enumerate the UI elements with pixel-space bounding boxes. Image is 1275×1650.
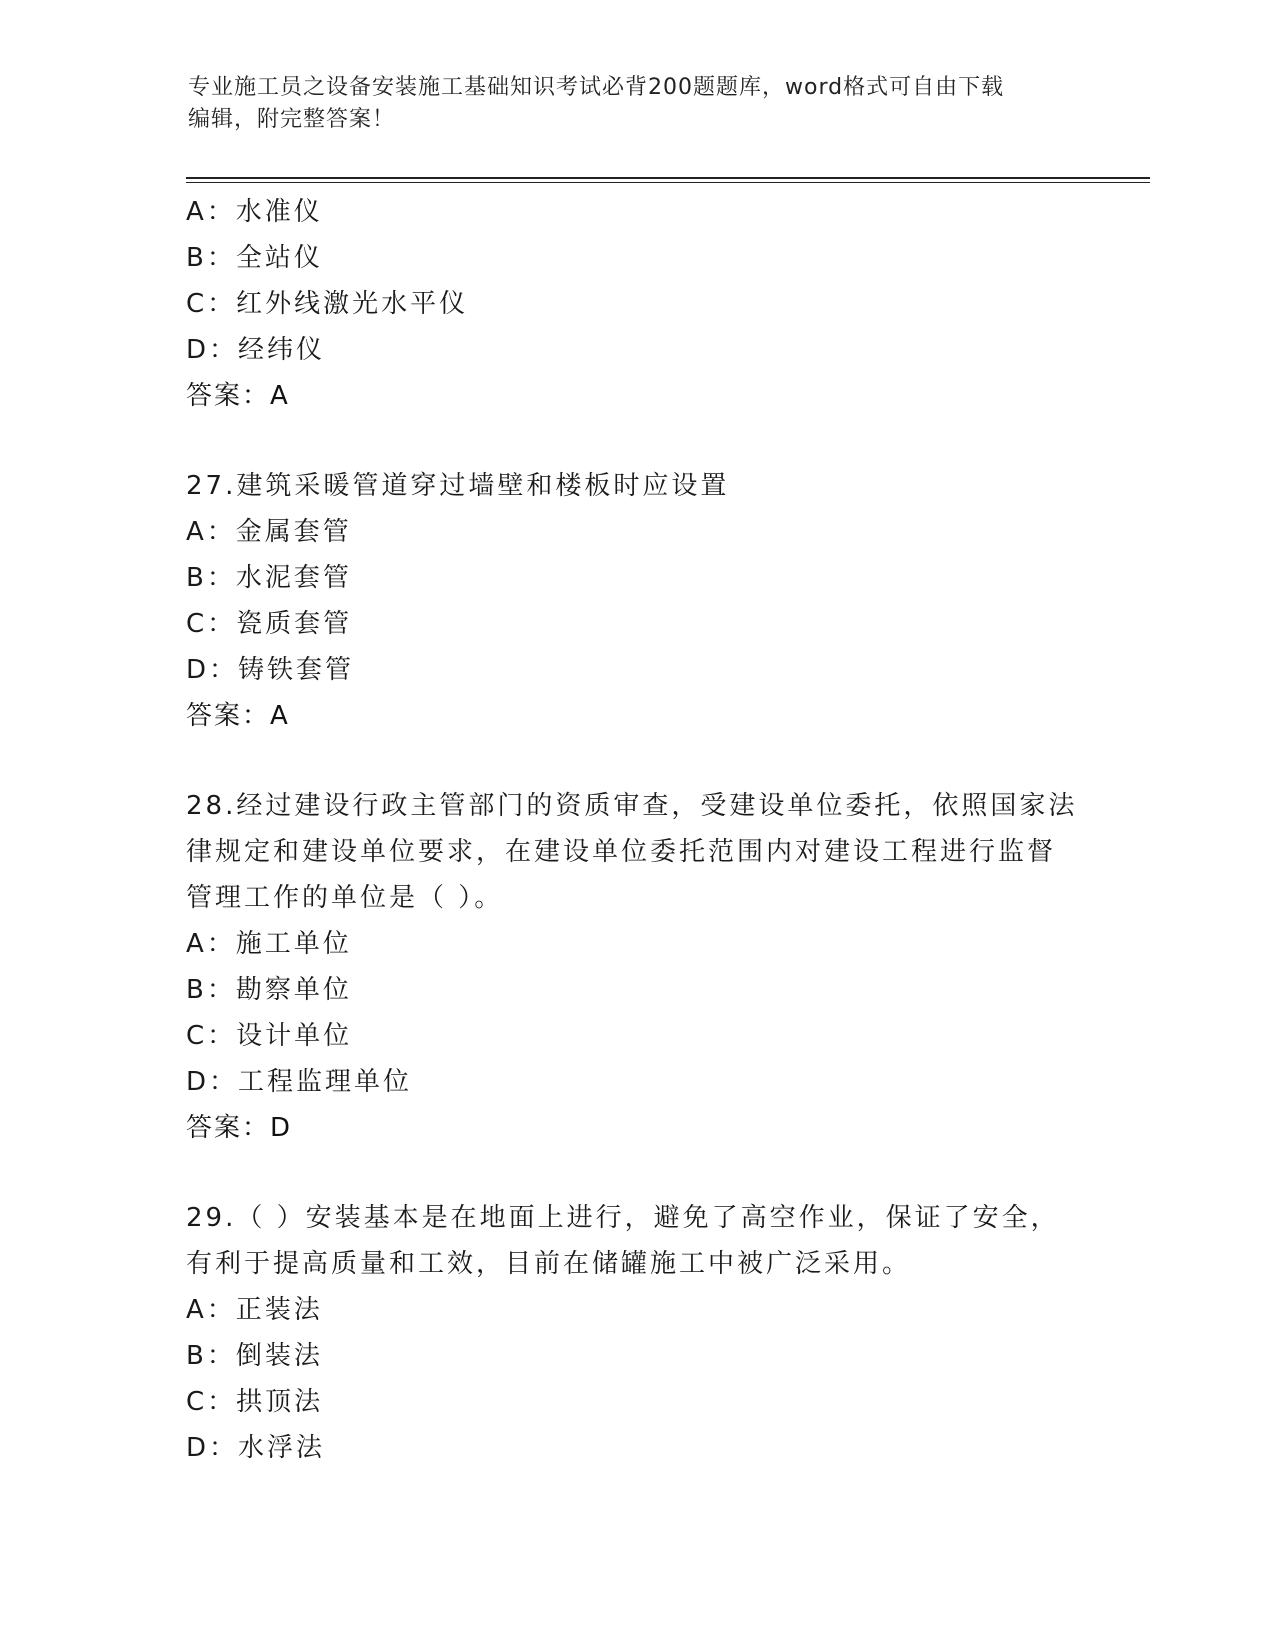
option-a: A：金属套管: [186, 517, 352, 547]
option-a: A：正装法: [186, 1295, 323, 1325]
header-rule-thick: [186, 177, 1150, 179]
question-stem: 27.建筑采暖管道穿过墙壁和楼板时应设置: [186, 471, 730, 501]
question-stem-line-3: 管理工作的单位是（ ）。: [186, 883, 504, 913]
option-b: B：勘察单位: [186, 975, 352, 1005]
option-d: D：经纬仪: [186, 335, 326, 365]
option-b: B：倒装法: [186, 1341, 323, 1371]
option-a: A：水准仪: [186, 197, 323, 227]
question-list: [186, 189, 1086, 1471]
option-c: C：瓷质套管: [186, 609, 353, 639]
option-b: B：全站仪: [186, 243, 323, 273]
option-c: C：设计单位: [186, 1021, 353, 1051]
answer-line: 答案：A: [186, 701, 290, 731]
header-line-1: 专业施工员之设备安装施工基础知识考试必背200题题库，word格式可自由下载: [188, 75, 1005, 100]
spacer: [186, 419, 1086, 463]
spacer: [186, 1151, 1086, 1195]
spacer: [186, 739, 1086, 783]
question-block-27: [186, 463, 1086, 739]
answer-line: 答案：D: [186, 1113, 293, 1143]
question-stem-line-2: 律规定和建设单位要求，在建设单位委托范围内对建设工程进行监督: [186, 837, 1057, 867]
question-block-29: [186, 1195, 1086, 1471]
answer-line: 答案：A: [186, 381, 290, 411]
option-a: A：施工单位: [186, 929, 352, 959]
option-c: C：红外线激光水平仪: [186, 289, 469, 319]
question-stem-line-1: 29.（ ）安装基本是在地面上进行，避免了高空作业，保证了安全，: [186, 1203, 1060, 1233]
question-stem-line-2: 有利于提高质量和工效，目前在储罐施工中被广泛采用。: [186, 1249, 912, 1279]
option-c: C：拱顶法: [186, 1387, 324, 1417]
question-block-28: [186, 783, 1086, 1151]
header-line-2: 编辑，附完整答案！: [188, 107, 396, 132]
option-d: D：铸铁套管: [186, 655, 355, 685]
question-stem-line-1: 28.经过建设行政主管部门的资质审查，受建设单位委托，依照国家法: [186, 791, 1078, 821]
option-d: D：工程监理单位: [186, 1067, 413, 1097]
option-b: B：水泥套管: [186, 563, 352, 593]
option-d: D：水浮法: [186, 1433, 326, 1463]
document-header: [188, 72, 1068, 136]
header-rule-thin: [186, 182, 1150, 183]
question-block-prev: [186, 189, 1086, 419]
